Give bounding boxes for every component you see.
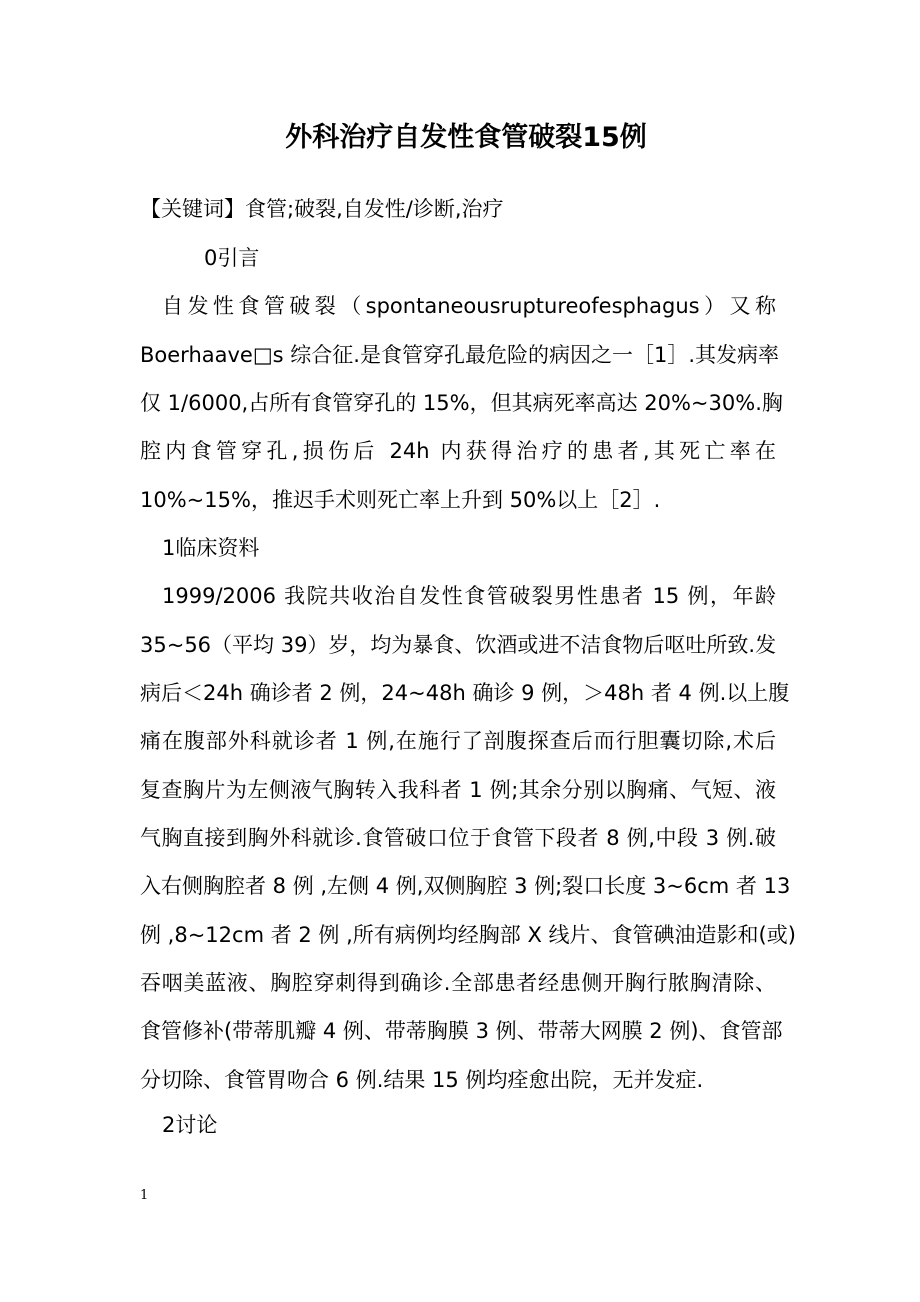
- intro-line: Boerhaave□s 综合征.是食管穿孔最危险的病因之一［1］.其发病率: [140, 343, 780, 367]
- clinical-line: 痛在腹部外科就诊者 1 例,在施行了剖腹探查后而行胆囊切除,术后: [140, 729, 776, 753]
- clinical-line: 吞咽美蓝液、胸腔穿刺得到确诊.全部患者经患侧开胸行脓胸清除、: [140, 971, 776, 995]
- page-number: 1: [140, 1188, 149, 1203]
- clinical-line: 气胸直接到胸外科就诊.食管破口位于食管下段者 8 例,中段 3 例.破: [140, 826, 776, 850]
- clinical-line: 病后＜24h 确诊者 2 例，24~48h 确诊 9 例，＞48h 者 4 例.以上腹: [140, 681, 790, 705]
- section-heading-clinical: 1临床资料: [162, 536, 260, 560]
- intro-line: 仅 1/6000,占所有食管穿孔的 15%，但其病死率高达 20%~30%.胸: [140, 391, 783, 415]
- clinical-line: 例 ,8~12cm 者 2 例 ,所有病例均经胸部 X 线片、食管碘油造影和(或): [140, 923, 796, 947]
- intro-line: 10%~15%，推迟手术则死亡率上升到 50%以上［2］.: [140, 488, 661, 512]
- keywords-line: 【关键词】食管;破裂,自发性/诊断,治疗: [140, 197, 504, 221]
- clinical-line: 1999/2006 我院共收治自发性食管破裂男性患者 15 例，年龄: [162, 584, 776, 608]
- clinical-line: 食管修补(带蒂肌瓣 4 例、带蒂胸膜 3 例、带蒂大网膜 2 例)、食管部: [140, 1019, 783, 1043]
- clinical-line: 入右侧胸腔者 8 例 ,左侧 4 例,双侧胸腔 3 例;裂口长度 3~6cm 者 13: [140, 874, 791, 898]
- intro-line: 自发性食管破裂（spontaneousruptureofesphagus）又称: [162, 294, 776, 318]
- intro-line: 腔内食管穿孔,损伤后 24h 内获得治疗的患者,其死亡率在: [140, 439, 776, 463]
- footer-divider: [140, 1176, 780, 1177]
- clinical-line: 35~56（平均 39）岁，均为暴食、饮酒或进不洁食物后呕吐所致.发: [140, 633, 777, 657]
- section-heading-discussion: 2讨论: [162, 1113, 218, 1137]
- section-heading-intro: 0引言: [204, 246, 260, 270]
- clinical-line: 分切除、食管胃吻合 6 例.结果 15 例均痊愈出院，无并发症.: [140, 1068, 704, 1092]
- clinical-line: 复查胸片为左侧液气胸转入我科者 1 例;其余分别以胸痛、气短、液: [140, 778, 776, 802]
- page-title: 外科治疗自发性食管破裂15例: [285, 122, 647, 153]
